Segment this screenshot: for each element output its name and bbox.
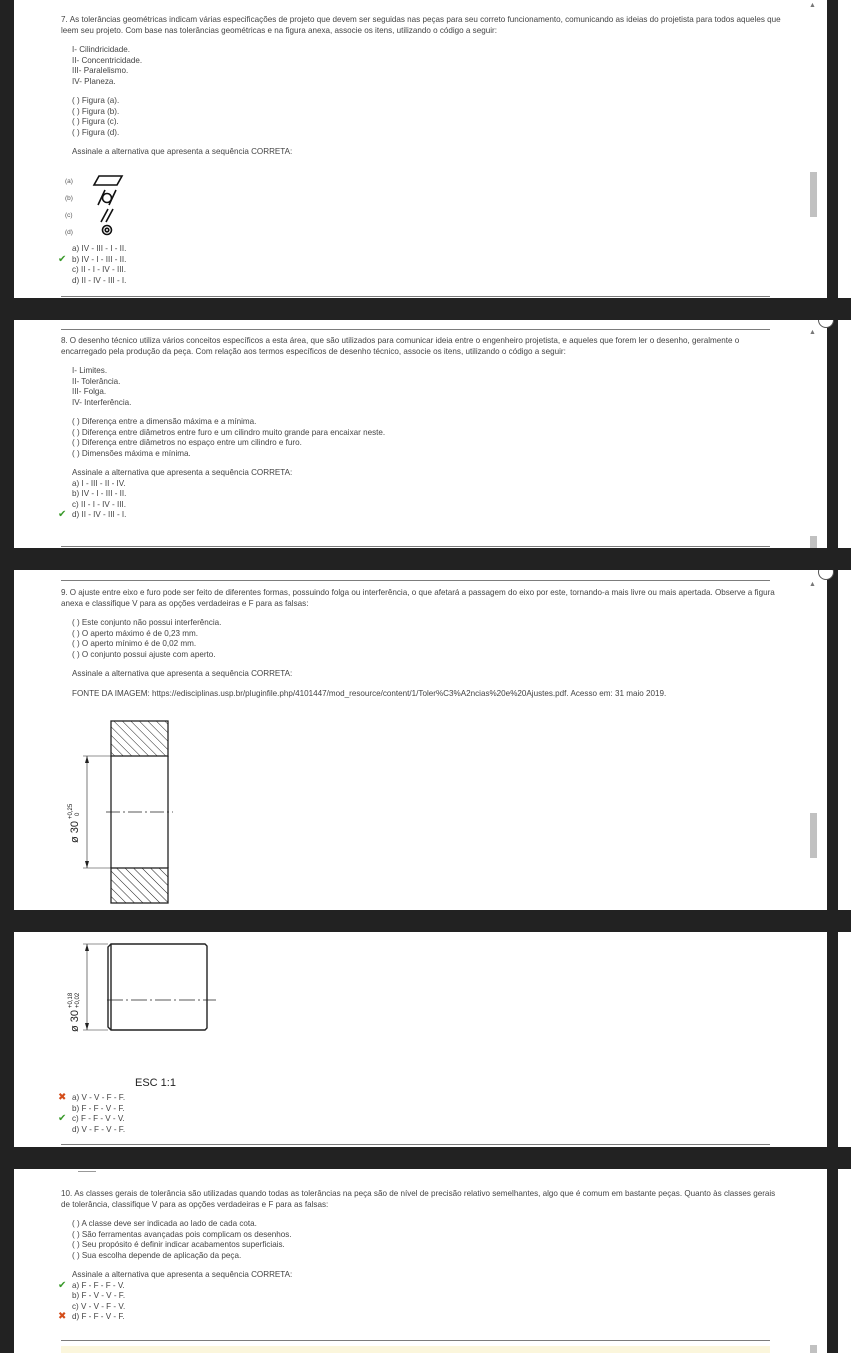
divider (61, 1144, 770, 1145)
option-c[interactable]: c) II - I - IV - III. (72, 265, 126, 274)
scroll-thumb[interactable] (810, 536, 817, 548)
scroll-up-arrow-icon[interactable]: ▲ (809, 329, 816, 336)
right-frame (827, 0, 838, 298)
statement: ( ) Figura (b). (72, 106, 120, 116)
item: II- Concentricidade. (72, 55, 143, 65)
question-prompt: As tolerâncias geométricas indicam várias especificações de projeto que devem ser seguidas nas peças para seu correto funcionamento, comunicando as ideias do projetista para todos aqueles que leem seu projeto. Com base nas tolerâncias geométricas e na figura anexa, associe os itens, utilizando o código a seguir: (61, 15, 781, 35)
statement: ( ) São ferramentas avançadas pois complicam os desenhos. (72, 1229, 292, 1239)
scrollbar[interactable] (808, 932, 820, 1147)
scrollbar[interactable] (808, 320, 820, 548)
divider (61, 1340, 770, 1341)
option-c[interactable]: ✔ c) F - F - V - V. (58, 1113, 125, 1124)
statement: ( ) O aperto mínimo é de 0,02 mm. (72, 639, 197, 648)
scrollbar[interactable] (808, 570, 820, 910)
tolerance-lower: +0,02 (75, 992, 81, 1008)
instruction: Assinale a alternativa que apresenta a sequência CORRETA: (72, 669, 293, 678)
item: IV- Planeza. (72, 76, 116, 86)
cylindricity-symbol-icon (98, 190, 116, 205)
tolerance-upper: +0,18 (68, 992, 74, 1008)
item: III- Folga. (72, 387, 107, 396)
statement: ( ) Figura (c). (72, 117, 119, 126)
panel-question-9 (0, 570, 851, 910)
instruction: Assinale a alternativa que apresenta a sequência CORRETA: (72, 468, 293, 477)
option-d[interactable]: ✖ d) F - F - V - F. (58, 1311, 125, 1322)
figure-label-c: (c) (65, 212, 73, 219)
figure-label-b: (b) (65, 195, 73, 202)
option-d[interactable]: d) V - F - V - F. (72, 1124, 126, 1134)
scroll-up-arrow-icon[interactable]: ▲ (809, 581, 816, 588)
statement: ( ) Dimensões máxima e mínima. (72, 448, 191, 458)
incorrect-cross-icon: ✖ (58, 1311, 67, 1322)
statements-list (72, 96, 786, 138)
divider (61, 580, 770, 581)
statement: ( ) A classe deve ser indicada ao lado de cada cota. (72, 1219, 257, 1228)
instruction: Assinale a alternativa que apresenta a sequência CORRETA: (72, 1270, 293, 1279)
geometric-tolerance-figure (61, 171, 127, 241)
options-q7 (58, 244, 786, 286)
scrollbar[interactable] (808, 0, 820, 298)
question-number: 9. (61, 588, 68, 597)
statement: ( ) Diferença entre diâmetros no espaço entre um cilindro e furo. (72, 438, 302, 447)
scale-label: ESC 1:1 (135, 1077, 176, 1089)
question-number: 7. (61, 15, 68, 24)
concentricity-symbol-icon (103, 226, 112, 235)
figure-label-a: (a) (65, 178, 73, 185)
dimension-label: ø 30 (69, 1009, 81, 1032)
option-d[interactable]: d) II - IV - III - I. (72, 275, 127, 285)
panel-question-7 (0, 0, 851, 298)
feedback-banner (61, 1346, 770, 1353)
divider (61, 329, 770, 330)
statement: ( ) O conjunto possui ajuste com aperto. (72, 649, 216, 659)
option-b[interactable]: b) IV - I - III - II. (72, 489, 127, 498)
scrollbar[interactable] (808, 1169, 820, 1353)
scroll-thumb[interactable] (810, 813, 817, 858)
figure-label-d: (d) (65, 229, 73, 236)
question-9 (61, 588, 786, 699)
question-7 (61, 15, 786, 158)
statement: ( ) Sua escolha depende de aplicação da peça. (72, 1250, 242, 1260)
items-list (72, 366, 786, 408)
divider (61, 296, 770, 297)
panel-question-8 (0, 320, 851, 548)
option-d[interactable]: ✔ d) II - IV - III - I. (58, 509, 127, 520)
panel-gap (0, 298, 851, 320)
divider (78, 1171, 96, 1172)
item: IV- Interferência. (72, 397, 132, 407)
statement: ( ) Diferença entre a dimensão máxima e a mínima. (72, 417, 257, 426)
image-source: FONTE DA IMAGEM: https://edisciplinas.usp.br/pluginfile.php/4101447/mod_resource/content/1/Toler%C3%A2ncias%20e%20Ajustes.pdf. Acesso em: 31 maio 2019. (72, 688, 667, 698)
correct-check-icon: ✔ (58, 509, 67, 520)
question-number: 8. (61, 336, 68, 345)
option-b[interactable]: b) F - F - V - F. (72, 1103, 125, 1113)
scroll-thumb[interactable] (810, 1345, 817, 1353)
statements-list (72, 1219, 786, 1261)
question-prompt: As classes gerais de tolerância são utilizadas quando todas as tolerâncias na peça são de nível de precisão relativo semelhantes, algo que é comum em bastante peças. Quanto às classes gerais de tolerância, classifique V para as opções verdadeiras e F para as falsas: (61, 1189, 776, 1209)
option-c[interactable]: c) II - I - IV - III. (72, 499, 126, 509)
item: I- Limites. (72, 366, 108, 375)
option-a[interactable]: ✔ a) F - F - F - V. (58, 1279, 125, 1291)
panel-question-10 (0, 1169, 851, 1353)
instruction: Assinale a alternativa que apresenta a sequência CORRETA: (72, 147, 293, 156)
panel-question-9-continued (0, 932, 851, 1147)
shaft-drawing-figure (61, 932, 222, 1093)
statement: ( ) Este conjunto não possui interferência. (72, 618, 222, 627)
panel-gap (0, 1147, 851, 1169)
question-number: 10. (61, 1189, 73, 1198)
item: II- Tolerância. (72, 376, 121, 386)
option-b[interactable]: ✔ b) IV - I - III - II. (58, 253, 127, 265)
option-c[interactable]: c) V - V - F - V. (72, 1301, 126, 1311)
statements-list (72, 618, 786, 660)
left-frame (0, 0, 14, 298)
dimension-label: ø 30 (69, 820, 81, 843)
statement: ( ) Figura (a). (72, 96, 120, 105)
options-q9 (58, 1092, 786, 1135)
hole-drawing-figure (61, 711, 222, 910)
items-list (72, 45, 786, 87)
question-prompt: O ajuste entre eixo e furo pode ser feito de diferentes formas, possuindo folga ou interferência, o que afetará a passagem do eixo por este, tornando-a mais livre ou mais apertada. Observe a figura anexa e classifique V para as opções verdadeiras e F para as falsas: (61, 588, 775, 608)
question-prompt: O desenho técnico utiliza vários conceitos específicos a esta área, que são utilizados para comunicar ideia entre o engenheiro projetista, e aqueles que forem ler o desenho, geralmente o encarregado pela produção da peça. Com relação aos termos específicos de desenho técnico, associe os itens, utilizando o código a seguir: (61, 336, 740, 356)
item: III- Paralelismo. (72, 66, 129, 75)
scroll-up-arrow-icon[interactable]: ▲ (809, 2, 816, 9)
statement: ( ) O aperto máximo é de 0,23 mm. (72, 628, 198, 638)
parallelism-symbol-icon (101, 209, 113, 222)
panel-gap (0, 910, 851, 932)
tolerance-upper: +0,25 (68, 803, 74, 819)
option-a[interactable]: ✖ a) V - V - F - F. (58, 1092, 126, 1103)
statement: ( ) Diferença entre diâmetros entre furo e um cilindro muito grande para encaixar neste. (72, 427, 386, 437)
divider (61, 546, 770, 547)
correct-check-icon: ✔ (58, 1279, 67, 1291)
item: I- Cilindricidade. (72, 45, 131, 54)
option-a[interactable]: a) IV - III - I - II. (72, 244, 127, 253)
correct-check-icon: ✔ (58, 1113, 67, 1124)
statements-list (72, 417, 786, 459)
statement: ( ) Figura (d). (72, 127, 120, 137)
statement: ( ) Seu propósito é definir indicar acabamentos superficiais. (72, 1240, 285, 1249)
option-a[interactable]: a) I - III - II - IV. (72, 478, 126, 488)
scroll-thumb[interactable] (810, 172, 817, 217)
option-b[interactable]: b) F - V - V - F. (72, 1291, 126, 1300)
question-10 (58, 1189, 786, 1323)
panel-gap (0, 548, 851, 570)
tolerance-lower: 0 (75, 812, 81, 816)
incorrect-cross-icon: ✖ (58, 1092, 67, 1103)
question-8 (58, 336, 786, 521)
correct-check-icon: ✔ (58, 253, 67, 265)
flatness-symbol-icon (94, 176, 122, 185)
